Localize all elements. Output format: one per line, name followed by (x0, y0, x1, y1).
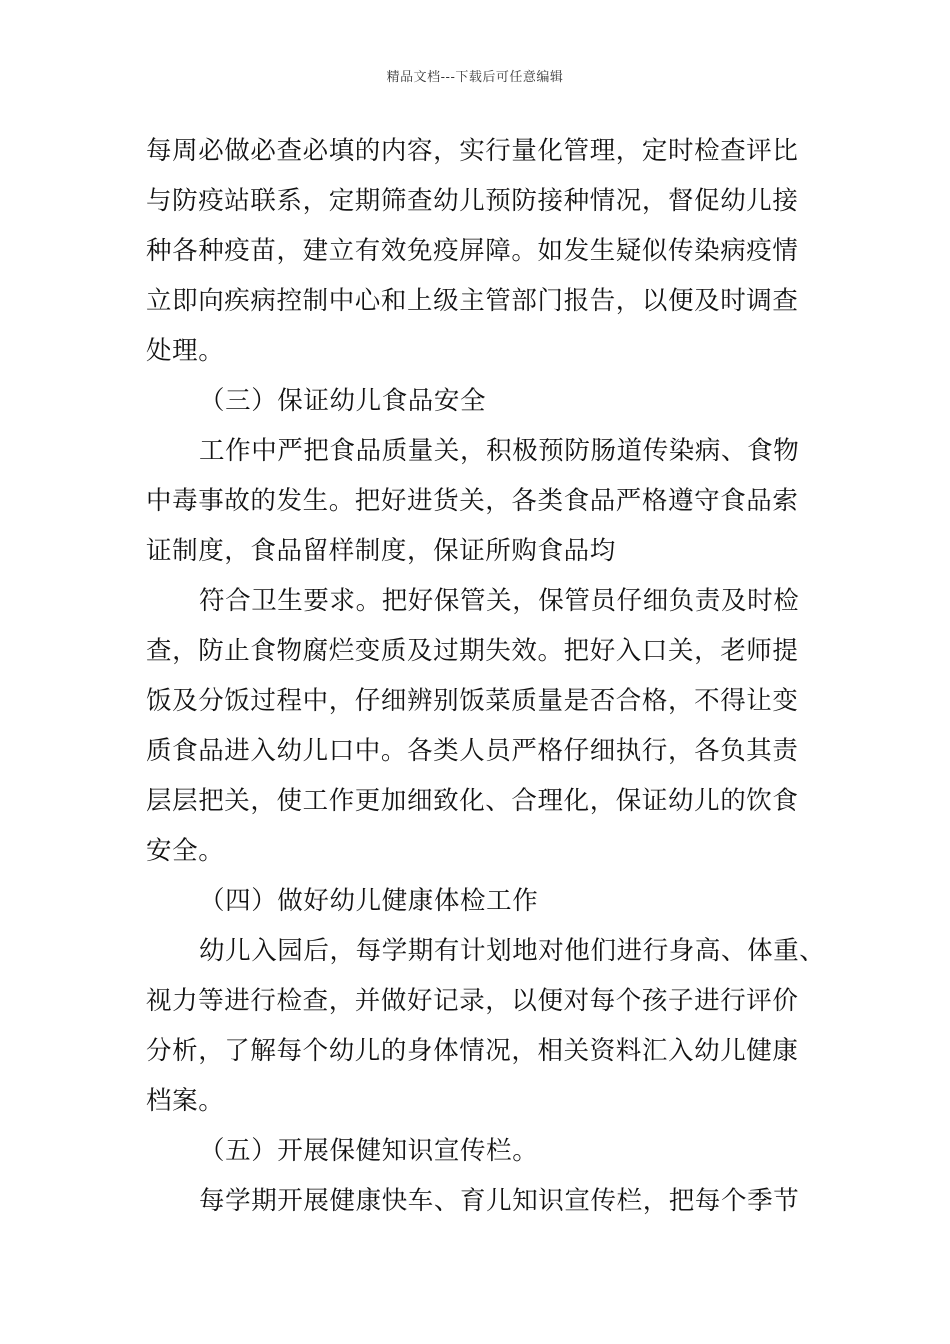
text-line: 幼儿入园后，每学期有计划地对他们进行身高、体重、 (199, 936, 826, 966)
text-line: 分析，了解每个幼儿的身体情况，相关资料汇入幼儿健康 (146, 1036, 799, 1066)
text-line: 质食品进入幼儿口中。各类人员严格仔细执行，各负其责 (146, 736, 799, 766)
text-line: 符合卫生要求。把好保管关，保管员仔细负责及时检 (199, 586, 800, 616)
text-line: 工作中严把食品质量关，积极预防肠道传染病、食物 (199, 436, 800, 466)
section-heading: （三）保证幼儿食品安全 (199, 386, 487, 416)
text-line: 层层把关，使工作更加细致化、合理化，保证幼儿的饮食 (146, 786, 799, 816)
text-line: 处理。 (146, 336, 225, 366)
section-heading: （五）开展保健知识宣传栏。 (199, 1136, 539, 1166)
text-line: 档案。 (146, 1086, 225, 1116)
text-line: 证制度，食品留样制度，保证所购食品均 (146, 536, 616, 566)
text-line: 查，防止食物腐烂变质及过期失效。把好入口关，老师提 (146, 636, 799, 666)
text-line: 与防疫站联系，定期筛查幼儿预防接种情况，督促幼儿接 (146, 186, 799, 216)
text-line: 饭及分饭过程中，仔细辨别饭菜质量是否合格，不得让变 (146, 686, 799, 716)
page-header: 精品文档---下载后可任意编辑 (386, 70, 564, 85)
text-line: 安全。 (146, 836, 225, 866)
text-line: 每周必做必查必填的内容，实行量化管理，定时检查评比 (146, 136, 799, 166)
text-line: 视力等进行检查，并做好记录，以便对每个孩子进行评价 (146, 986, 799, 1016)
text-line: 每学期开展健康快车、育儿知识宣传栏，把每个季节 (199, 1186, 800, 1216)
text-line: 立即向疾病控制中心和上级主管部门报告，以便及时调查 (146, 286, 799, 316)
text-line: 种各种疫苗，建立有效免疫屏障。如发生疑似传染病疫情 (146, 236, 799, 266)
section-heading: （四）做好幼儿健康体检工作 (199, 886, 539, 916)
document-body (146, 126, 826, 1226)
text-line: 中毒事故的发生。把好进货关，各类食品严格遵守食品索 (146, 486, 799, 516)
